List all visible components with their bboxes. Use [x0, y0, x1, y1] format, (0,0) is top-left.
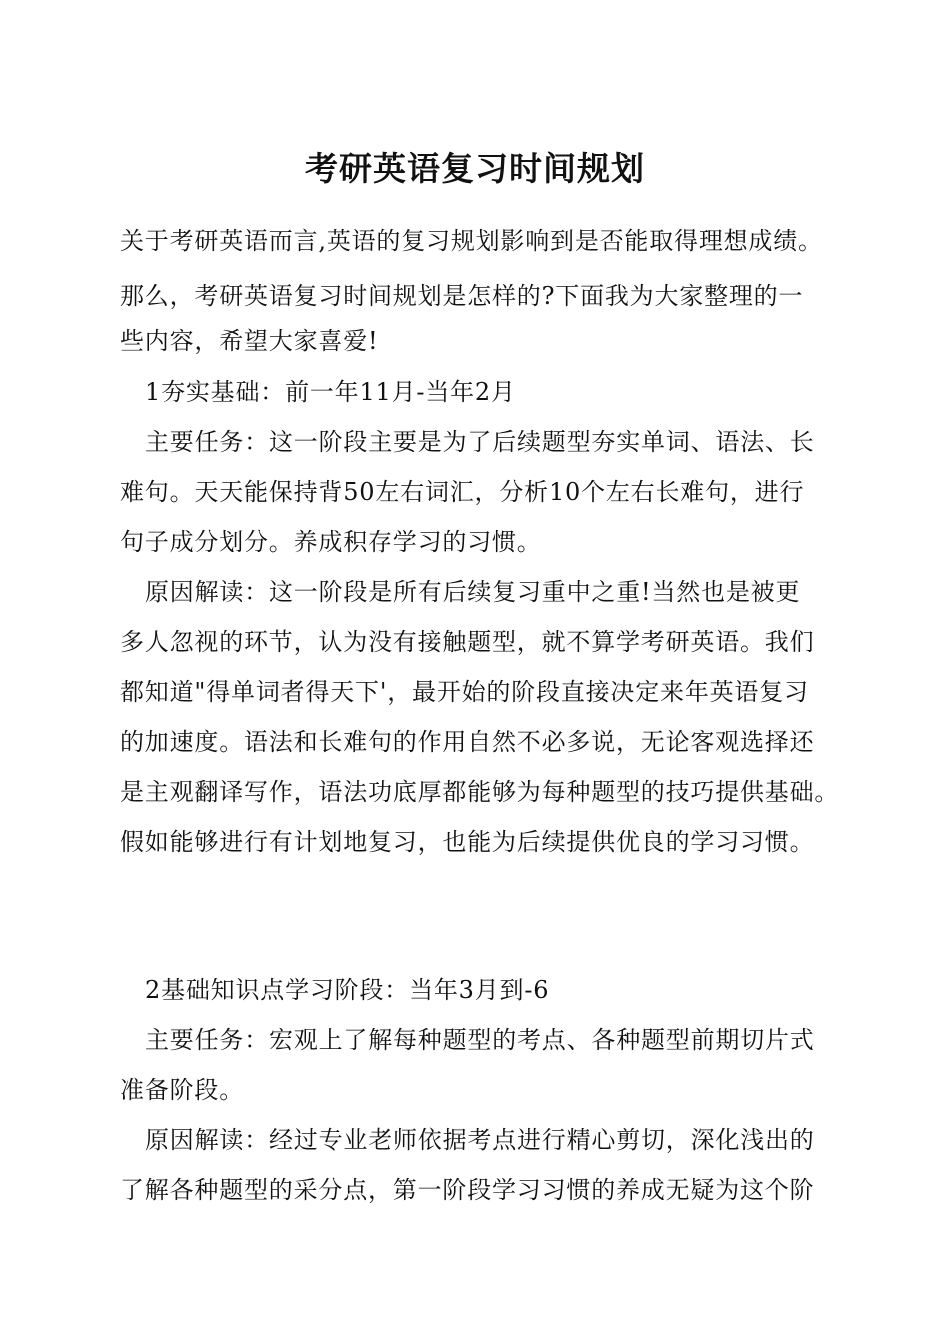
- document-title: 考研英语复习时间规划: [305, 149, 645, 188]
- paragraph-line: 是主观翻译写作，语法功底厚都能够为每种题型的技巧提供基础。: [120, 778, 840, 806]
- paragraph-line: 准备阶段。: [120, 1076, 244, 1104]
- paragraph-line: 了解各种题型的采分点，第一阶段学习习惯的养成无疑为这个阶: [120, 1176, 815, 1204]
- paragraph-line: 假如能够进行有计划地复习，也能为后续提供优良的学习习惯。: [120, 828, 815, 856]
- paragraph-line: 些内容，希望大家喜爱!: [120, 327, 379, 355]
- paragraph-line: 难句。天天能保持背50左右词汇，分析10个左右长难句，进行: [120, 478, 805, 506]
- paragraph-line: 原因解读：这一阶段是所有后续复习重中之重!当然也是被更: [145, 578, 801, 606]
- paragraph-line: 都知道"得单词者得天下'，最开始的阶段直接决定来年英语复习: [120, 678, 809, 706]
- paragraph-line: 多人忽视的环节，认为没有接触题型，就不算学考研英语。我们: [120, 628, 815, 656]
- paragraph-line: 的加速度。语法和长难句的作用自然不必多说，无论客观选择还: [120, 728, 815, 756]
- section-heading: 2基础知识点学习阶段：当年3月到-6: [145, 976, 550, 1004]
- section-heading: 1夯实基础：前一年11月-当年2月: [145, 378, 516, 406]
- paragraph-line: 主要任务：这一阶段主要是为了后续题型夯实单词、语法、长: [145, 428, 815, 456]
- paragraph-line: 那么，考研英语复习时间规划是怎样的?下面我为大家整理的一: [120, 282, 804, 310]
- paragraph-line: 关于考研英语而言,英语的复习规划影响到是否能取得理想成绩。: [120, 227, 823, 255]
- paragraph-line: 主要任务：宏观上了解每种题型的考点、各种题型前期切片式: [145, 1026, 815, 1054]
- paragraph-line: 句子成分划分。养成积存学习的习惯。: [120, 528, 542, 556]
- paragraph-line: 原因解读：经过专业老师依据考点进行精心剪切，深化浅出的: [145, 1126, 815, 1154]
